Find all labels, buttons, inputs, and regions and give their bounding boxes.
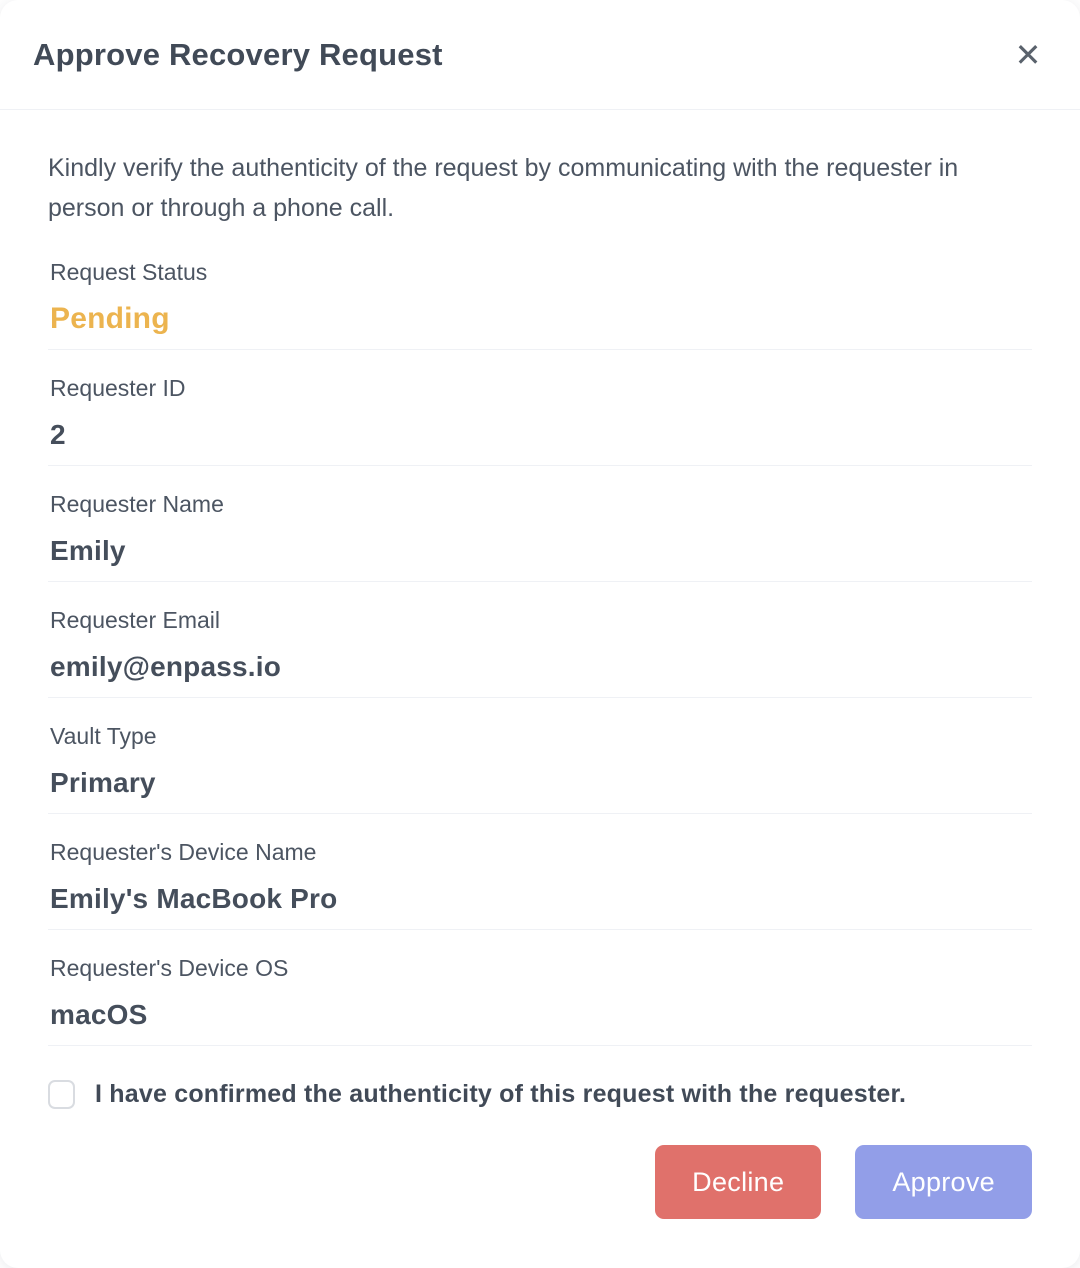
field-device-os xyxy=(48,930,1032,1046)
field-label: Request Status xyxy=(50,259,208,285)
status-badge: Pending xyxy=(50,302,170,335)
confirm-authenticity-checkbox[interactable] xyxy=(48,1080,75,1109)
dialog-actions xyxy=(48,1145,1032,1219)
field-label: Requester's Device Name xyxy=(50,839,317,865)
field-value: macOS xyxy=(50,999,148,1030)
field-requester-email xyxy=(48,582,1032,698)
field-vault-type xyxy=(48,698,1032,814)
field-label: Requester Name xyxy=(50,491,224,517)
dialog-body xyxy=(0,110,1080,1268)
field-label: Requester ID xyxy=(50,375,186,401)
field-value: emily@enpass.io xyxy=(50,651,282,682)
confirm-authenticity-row[interactable] xyxy=(48,1080,1032,1109)
field-value: 2 xyxy=(50,419,66,450)
field-value: Primary xyxy=(50,767,156,798)
close-button[interactable] xyxy=(1006,33,1050,77)
confirm-authenticity-label: I have confirmed the authenticity of this request with the requester. xyxy=(95,1080,907,1108)
field-value: Emily xyxy=(50,535,126,566)
field-label: Vault Type xyxy=(50,723,157,749)
field-requester-id xyxy=(48,350,1032,466)
approve-button[interactable]: Approve xyxy=(855,1145,1032,1219)
dialog-title: Approve Recovery Request xyxy=(33,36,443,72)
field-requester-name xyxy=(48,466,1032,582)
field-label: Requester Email xyxy=(50,607,221,633)
field-request-status xyxy=(48,234,1032,350)
field-value: Emily's MacBook Pro xyxy=(50,883,338,914)
decline-button[interactable]: Decline xyxy=(655,1145,821,1219)
dialog-description: Kindly verify the authenticity of the request by communicating with the requester in person or through a phone call. xyxy=(48,154,959,222)
field-label: Requester's Device OS xyxy=(50,955,289,981)
dialog-header xyxy=(0,0,1080,110)
field-device-name xyxy=(48,814,1032,930)
close-icon: ✕ xyxy=(1014,36,1042,73)
